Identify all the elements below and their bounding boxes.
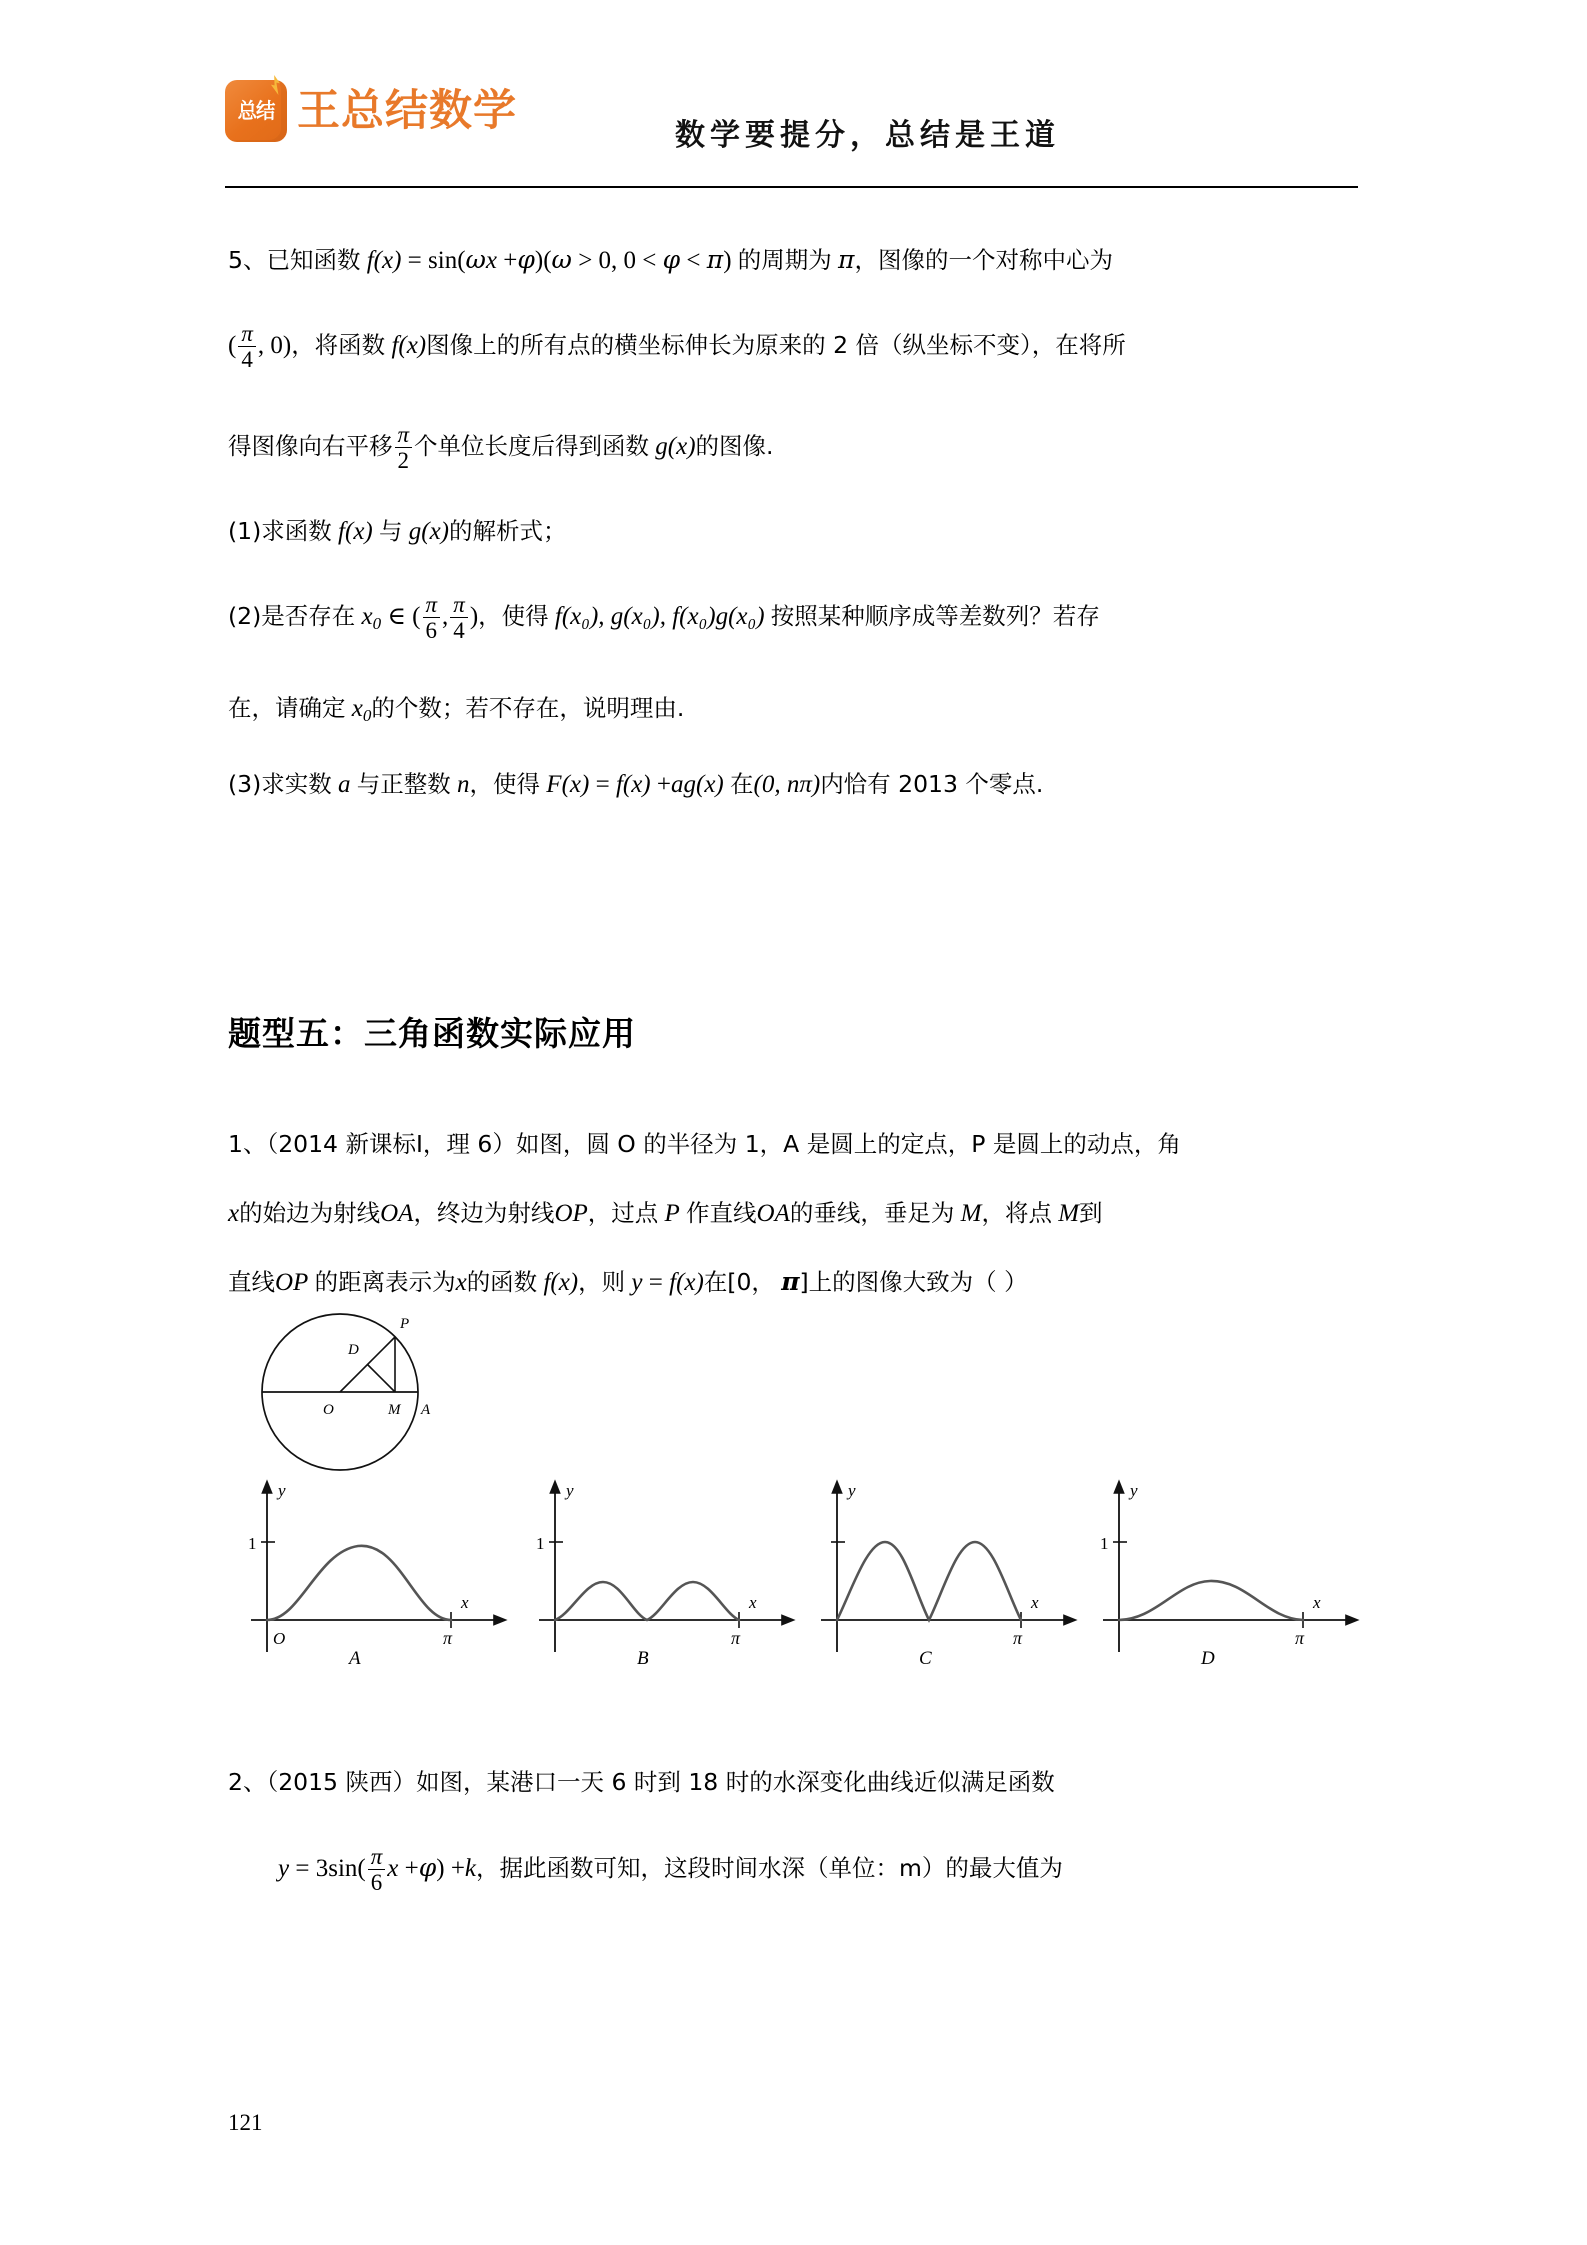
p5l3-gx: (x): [667, 433, 696, 460]
q2f-eq: =: [295, 1855, 310, 1882]
option-a-origin-label: O: [273, 1629, 286, 1648]
p5s2-mid: ，使得: [478, 602, 549, 630]
problem5-sub-1: [228, 499, 1363, 564]
fraction-pi-over-2: [395, 423, 413, 472]
problem5-line-1: [228, 228, 1363, 293]
circle-figure: [245, 1292, 445, 1492]
option-b-xtick-label: π: [731, 1628, 741, 1648]
page-header: [225, 70, 1360, 175]
q2f-frac-num: π: [370, 1843, 383, 1869]
section-heading-5: 题型五：三角函数实际应用: [228, 1014, 636, 1053]
problem5-sub-2-line-2: [228, 676, 1363, 748]
q1l2-OA2: OA: [756, 1200, 790, 1227]
p5l3-frac-num: π: [397, 421, 410, 447]
q2f-3sin: 3sin(: [315, 1855, 366, 1882]
logo-badge-icon: [225, 80, 287, 142]
p5l3-g: g: [655, 433, 668, 460]
header-tagline: 数学要提分，总结是王道: [675, 119, 1060, 152]
problem5-line-2: [228, 297, 1363, 394]
problem5-sub-3: [228, 752, 1363, 817]
option-c-xlabel: x: [1031, 1593, 1039, 1612]
circle-label-M: M: [388, 1402, 401, 1418]
p5s3-a: a: [338, 770, 351, 798]
option-a-curve: [267, 1546, 451, 1620]
brand-logo: [225, 80, 517, 142]
header-divider: [225, 186, 1358, 188]
flame-spark-icon: [267, 75, 280, 95]
q1l2-t3: ，过点: [587, 1199, 659, 1227]
q1l2-t2: ，终边为射线: [413, 1199, 555, 1227]
circle-label-D: D: [348, 1342, 359, 1358]
option-b-label: B: [637, 1648, 649, 1667]
problem5-line-3: [228, 398, 1363, 495]
p5s1-fx: (x): [345, 518, 373, 545]
q1l2-M: M: [960, 1200, 982, 1227]
p5l1-phi2: φ: [662, 245, 681, 274]
problem-5-body: [228, 228, 1363, 821]
p5l1-close2: ): [723, 247, 732, 274]
q1l2-OP: OP: [554, 1200, 588, 1227]
q1l3-eq: =: [648, 1269, 663, 1296]
q1l1-text: 1、（2014 新课标Ⅰ，理 6）如图，圆 O 的半径为 1，A 是圆上的定点，P 是圆上的动点，角: [228, 1130, 1181, 1158]
option-d-ytick-label: 1: [1100, 1534, 1109, 1553]
q2f-k: k: [464, 1855, 477, 1882]
q1l3-fx: (x): [550, 1269, 579, 1296]
p5l1-pi2: π: [838, 245, 855, 274]
p5l2-open: (: [228, 332, 237, 359]
logo-wordmark: 王总结数学: [297, 85, 517, 136]
q2f-tail: ，据此函数可知，这段时间水深（单位：m）的最大值为: [476, 1854, 1063, 1882]
q1l3-y: y: [631, 1269, 643, 1296]
p5s3-f: f: [615, 770, 623, 798]
p5s3-mid1: 与正整数: [356, 769, 451, 798]
q2f-plus2: +: [450, 1855, 465, 1882]
q2f-close: ): [436, 1855, 445, 1882]
p5s2-frac1-num: π: [425, 591, 438, 617]
q2f-y: y: [278, 1855, 290, 1882]
option-d-svg: [1097, 1472, 1372, 1667]
option-a-ylabel: y: [278, 1481, 286, 1500]
p5s1-g: g: [408, 518, 422, 545]
q1l3-f: f: [543, 1269, 551, 1296]
q1l3-f2: f: [669, 1269, 677, 1296]
p5l2-zero: , 0): [257, 332, 292, 359]
q1l2-t4: 作直线: [686, 1199, 757, 1227]
p5l1-tail: ，图像的一个对称中心为: [854, 246, 1113, 274]
p5s1-f: f: [338, 518, 345, 545]
option-a-ytick-label: 1: [248, 1534, 257, 1553]
p5s2b-x0: [351, 694, 372, 725]
option-d-xtick-label: π: [1295, 1628, 1305, 1648]
option-d-ylabel: y: [1130, 1481, 1138, 1500]
p5s3-mid4: 内恰有 2013 个零点.: [820, 769, 1044, 798]
p5s2b-x0-base: x: [351, 694, 363, 722]
q2-line-1: [228, 1750, 1368, 1815]
p5l1-omega: ω: [465, 245, 486, 274]
p5s3-eq: =: [595, 770, 610, 798]
q2f-plus: +: [404, 1855, 419, 1882]
option-c-curve: [837, 1542, 1021, 1620]
p5l1-phi: φ: [517, 245, 535, 274]
p5s3-prefix: (3)求实数: [228, 769, 332, 798]
p5l3-text3: 的图像.: [695, 432, 774, 460]
p5s3-fx: (x): [622, 770, 651, 798]
distance-line-MD: [367, 1364, 395, 1392]
p5s3-mid2: ，使得: [469, 769, 541, 798]
option-c-xtick-label: π: [1013, 1628, 1023, 1648]
p5s2-frac1-den: 6: [425, 617, 438, 643]
p5l1-plus: +: [503, 247, 518, 274]
option-c-svg: [815, 1472, 1090, 1667]
p5l3-frac-den: 2: [397, 447, 410, 473]
q2f-x: x: [387, 1855, 399, 1882]
circle-label-O: O: [323, 1402, 334, 1418]
p5s2-close: ): [469, 603, 479, 630]
question-2-formula-line: [278, 1820, 1418, 1921]
option-b-ylabel: y: [566, 1481, 574, 1500]
q1l3-t1: 直线: [228, 1268, 275, 1296]
q1l2-x: x: [228, 1200, 240, 1227]
q1l2-t1: 的始边为射线: [239, 1199, 381, 1227]
fraction-pi-over-4b: [450, 593, 468, 642]
p5s3-plus: +: [656, 770, 671, 798]
question-1-body: [228, 1112, 1368, 1319]
p5l1-eq: =: [407, 247, 422, 274]
option-c-label: C: [919, 1648, 932, 1667]
p5l1-gt: > 0, 0 <: [578, 247, 657, 274]
circle-label-A: A: [421, 1402, 431, 1418]
option-b-xlabel: x: [749, 1593, 757, 1612]
p5l1-omega2: ω: [551, 245, 572, 274]
fraction-pi-over-4: [238, 322, 256, 371]
p5l1-pi: π: [706, 245, 724, 274]
p5l1-prefix: 5、已知函数: [228, 246, 361, 274]
p5s2-x0: [361, 603, 382, 633]
p5s2-x0-base: x: [361, 603, 373, 630]
logo-badge-text: 总结: [237, 98, 275, 123]
p5s3-gx: (x): [696, 770, 724, 798]
p5s2-x0-sub: 0: [372, 613, 382, 633]
q1l3-OP: OP: [275, 1269, 309, 1296]
fraction-pi-over-6: [423, 593, 441, 642]
q1l3-t2: 的距离表示为: [314, 1268, 456, 1296]
option-b-graph[interactable]: [533, 1472, 808, 1667]
p5s1-prefix: (1)求函数: [228, 517, 332, 545]
p5l1-mid: 的周期为: [737, 246, 832, 274]
answer-options-figures: [245, 1472, 1435, 1667]
p5s3-ag: ag: [671, 770, 696, 798]
option-a-label: A: [349, 1648, 361, 1667]
p5s2-in: ∈ (: [387, 603, 421, 630]
circle-figure-svg: [245, 1292, 445, 1492]
fraction-pi-over-6b: [368, 1845, 386, 1894]
option-a-svg: [245, 1472, 520, 1667]
p5s3-Fx: (x): [561, 770, 590, 798]
q1l3-pi: π: [781, 1267, 800, 1296]
option-d-graph[interactable]: [1097, 1472, 1372, 1667]
p5l1-sin: sin(: [428, 247, 466, 274]
p5l1-fx: (x): [373, 247, 402, 274]
p5l2-text1: ，将函数: [291, 331, 386, 359]
p5s2-expr: f(x₀), g(x₀), f(x₀)g(x₀): [554, 603, 765, 630]
q1l2-M2: M: [1058, 1200, 1080, 1227]
option-d-label: D: [1201, 1648, 1215, 1667]
option-d-curve: [1119, 1581, 1303, 1620]
q1-line-2: [228, 1181, 1368, 1246]
p5s1-tail: 的解析式；: [449, 517, 567, 545]
p5s3-mid3: 在: [730, 769, 754, 798]
p5l2-fx: (x): [398, 332, 427, 359]
option-c-ylabel: y: [848, 1481, 856, 1500]
p5l2-frac-num: π: [241, 320, 253, 346]
p5s2-frac2-den: 4: [453, 617, 465, 643]
p5s2-prefix: (2)是否存在: [228, 602, 356, 630]
p5s2b-prefix: 在，请确定: [228, 693, 346, 722]
q2f-phi: φ: [418, 1853, 437, 1882]
q1l2-P: P: [664, 1200, 680, 1227]
q1l3-x: x: [455, 1269, 467, 1296]
q1l3-t5: 在[0，: [703, 1268, 775, 1296]
p5s3-F: F: [546, 770, 562, 798]
p5l3-text1: 得图像向右平移: [228, 432, 393, 460]
p5l1-x: x: [485, 247, 498, 274]
p5l1-lt: <: [686, 247, 701, 274]
q1l2-t5: 的垂线，垂足为: [789, 1199, 955, 1227]
p5s2-frac2-num: π: [453, 591, 465, 617]
page-number: 121: [228, 2110, 263, 2135]
q1l3-t3: 的函数: [466, 1268, 538, 1296]
p5l2-f: f: [391, 332, 399, 359]
q1l3-t4: ，则: [578, 1268, 626, 1296]
p5s1-mid: 与: [379, 517, 403, 545]
p5s3-interval: (0, nπ): [753, 770, 821, 798]
p5s1-gx: (x): [421, 518, 449, 545]
q1-line-1: [228, 1112, 1368, 1177]
p5l1-close: )(: [534, 247, 552, 274]
q1l2-OA: OA: [380, 1200, 414, 1227]
p5s2b-x0-sub: 0: [362, 705, 372, 725]
q2-formula: [278, 1820, 1418, 1917]
q2f-frac-den: 6: [370, 1869, 383, 1895]
option-d-xlabel: x: [1313, 1593, 1321, 1612]
option-b-ytick-label: 1: [536, 1534, 545, 1553]
circle-label-P: P: [400, 1316, 410, 1332]
q2l1-text: 2、（2015 陕西）如图，某港口一天 6 时到 18 时的水深变化曲线近似满足函数: [228, 1768, 1055, 1796]
p5s2b-tail: 的个数；若不存在，说明理由.: [371, 693, 685, 722]
p5l2-frac-den: 4: [241, 346, 253, 372]
p5l2-text2: 图像上的所有点的横坐标伸长为原来的 2 倍（纵坐标不变），在将所: [426, 331, 1126, 359]
q1l3-t6: ]上的图像大致为（ ）: [799, 1268, 1028, 1296]
option-a-xtick-label: π: [443, 1628, 453, 1648]
p5s3-n: n: [457, 770, 470, 798]
q1l2-t7: 到: [1079, 1199, 1103, 1227]
option-b-svg: [533, 1472, 808, 1667]
option-b-curve-humps: [555, 1582, 739, 1620]
p5s2-tail: 按照某种顺序成等差数列？若存: [770, 602, 1100, 630]
option-c-graph[interactable]: [815, 1472, 1090, 1667]
q1l2-t6: ，将点: [981, 1199, 1052, 1227]
option-a-graph[interactable]: [245, 1472, 520, 1667]
p5l3-text2: 个单位长度后得到函数: [414, 432, 650, 460]
option-a-xlabel: x: [461, 1593, 469, 1612]
problem5-sub-2-line-1: [228, 568, 1363, 672]
question-2-body: [228, 1750, 1368, 1819]
p5l1-f: f: [366, 247, 374, 274]
q1l3-fx2: (x): [676, 1269, 704, 1296]
p5s2-comma: ,: [442, 603, 449, 630]
